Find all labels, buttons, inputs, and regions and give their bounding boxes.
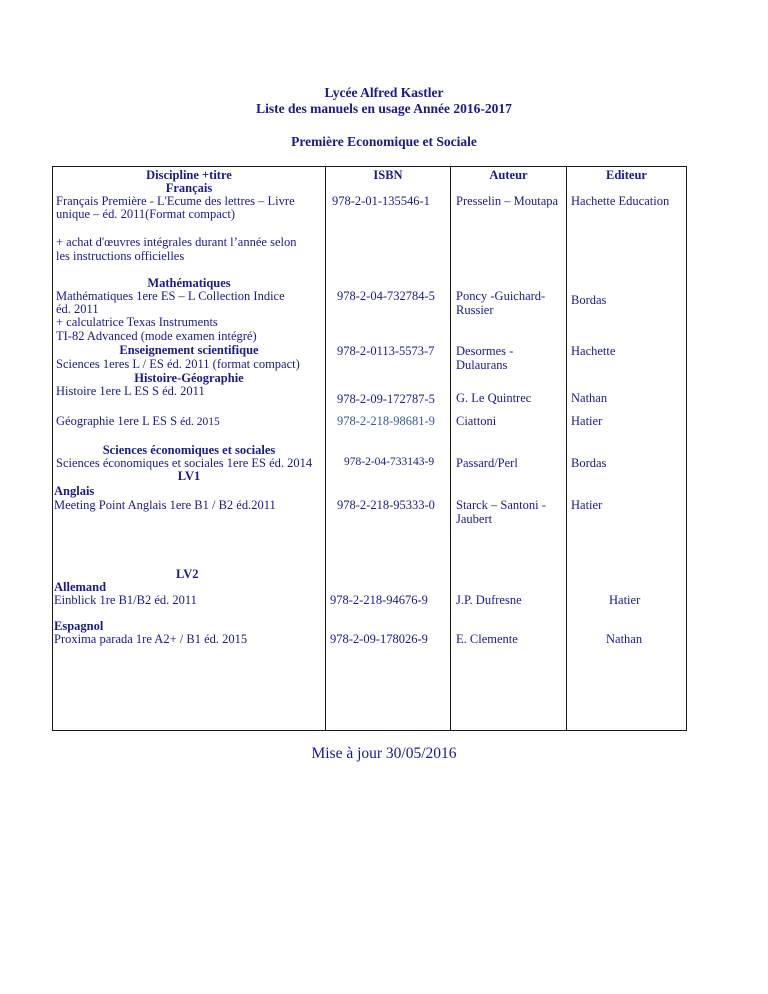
editeur: Hachette — [571, 344, 616, 358]
school-name: Lycée Alfred Kastler — [324, 85, 444, 100]
auteur: E. Clemente — [456, 632, 518, 646]
isbn: 978-2-09-178026-9 — [330, 632, 428, 646]
discipline-heading: Enseignement scientifique — [119, 343, 259, 357]
isbn: 978-2-218-95333-0 — [337, 498, 435, 512]
auteur: Russier — [456, 303, 494, 317]
book-title: Einblick 1re B1/B2 éd. 2011 — [54, 593, 197, 607]
table-bottom-border — [52, 730, 687, 731]
editeur: Hatier — [571, 414, 603, 428]
discipline-heading: LV2 — [176, 567, 199, 581]
book-title: Histoire 1ere L ES S éd. 2011 — [56, 384, 205, 398]
auteur: Passard/Perl — [456, 456, 518, 470]
book-title: + calculatrice Texas Instruments — [56, 315, 218, 329]
discipline-heading: LV1 — [177, 469, 201, 483]
language-label: Anglais — [54, 484, 95, 498]
auteur: Ciattoni — [456, 414, 497, 428]
language-label: Allemand — [54, 580, 107, 594]
editeur: Nathan — [571, 391, 608, 405]
column-header-auteur: Auteur — [489, 168, 528, 182]
book-title: Mathématiques 1ere ES – L Collection Indice — [56, 289, 285, 303]
isbn: 978-2-04-732784-5 — [337, 289, 435, 303]
auteur: Poncy -Guichard- — [456, 289, 546, 303]
language-label: Espagnol — [54, 619, 104, 633]
editeur: Nathan — [606, 632, 643, 646]
auteur: G. Le Quintrec — [456, 391, 532, 405]
isbn: 978-2-0113-5573-7 — [337, 344, 435, 358]
editeur: Hachette Education — [571, 194, 670, 208]
column-header-isbn: ISBN — [373, 168, 403, 182]
discipline-heading: Français — [165, 181, 213, 195]
editeur: Hatier — [571, 498, 603, 512]
discipline-heading: Histoire-Géographie — [134, 371, 244, 385]
list-title: Liste des manuels en usage Année 2016-2017 — [256, 101, 512, 116]
isbn: 978-2-01-135546-1 — [332, 194, 430, 208]
book-title: Français Première - L'Ecume des lettres – Livre — [56, 194, 295, 208]
column-header-editeur: Editeur — [606, 168, 647, 182]
isbn: 978-2-218-98681-9 — [337, 414, 435, 428]
book-title: Sciences économiques et sociales 1ere ES éd. 2014 — [56, 456, 313, 470]
table-divider-isbn — [325, 166, 326, 731]
table-top-border — [52, 166, 687, 167]
book-title: TI-82 Advanced (mode examen intégré) — [56, 329, 257, 343]
discipline-heading: Mathématiques — [147, 276, 231, 290]
auteur: Starck – Santoni - — [456, 498, 546, 512]
column-header-discipline: Discipline +titre — [146, 168, 232, 182]
table-divider-editeur — [566, 166, 567, 731]
auteur: Desormes - — [456, 344, 514, 358]
auteur: Presselin – Moutapa — [456, 194, 559, 208]
editeur: Bordas — [571, 456, 607, 470]
book-title: éd. 2011 — [56, 302, 99, 316]
isbn: 978-2-09-172787-5 — [337, 392, 435, 406]
update-date: Mise à jour 30/05/2016 — [311, 745, 457, 762]
auteur: Jaubert — [456, 512, 493, 526]
auteur: J.P. Dufresne — [456, 593, 522, 607]
discipline-heading: Sciences économiques et sociales — [102, 443, 276, 457]
book-title: Géographie 1ere L ES S éd. 2015 — [56, 414, 220, 428]
auteur: Dulaurans — [456, 358, 508, 372]
table-right-border — [686, 166, 687, 731]
book-title: Meeting Point Anglais 1ere B1 / B2 éd.2011 — [54, 498, 276, 512]
isbn: 978-2-218-94676-9 — [330, 593, 428, 607]
book-title: Proxima parada 1re A2+ / B1 éd. 2015 — [54, 632, 248, 646]
table-divider-auteur — [450, 166, 451, 731]
class-title: Première Economique et Sociale — [291, 134, 477, 149]
note: + achat d'œuvres intégrales durant l’année selon — [56, 235, 297, 249]
book-title: Sciences 1eres L / ES éd. 2011 (format compact) — [56, 357, 300, 371]
isbn: 978-2-04-733143-9 — [344, 456, 435, 468]
editeur: Hatier — [609, 593, 641, 607]
editeur: Bordas — [571, 293, 607, 307]
note: les instructions officielles — [56, 249, 185, 263]
book-title: unique – éd. 2011(Format compact) — [56, 207, 236, 221]
